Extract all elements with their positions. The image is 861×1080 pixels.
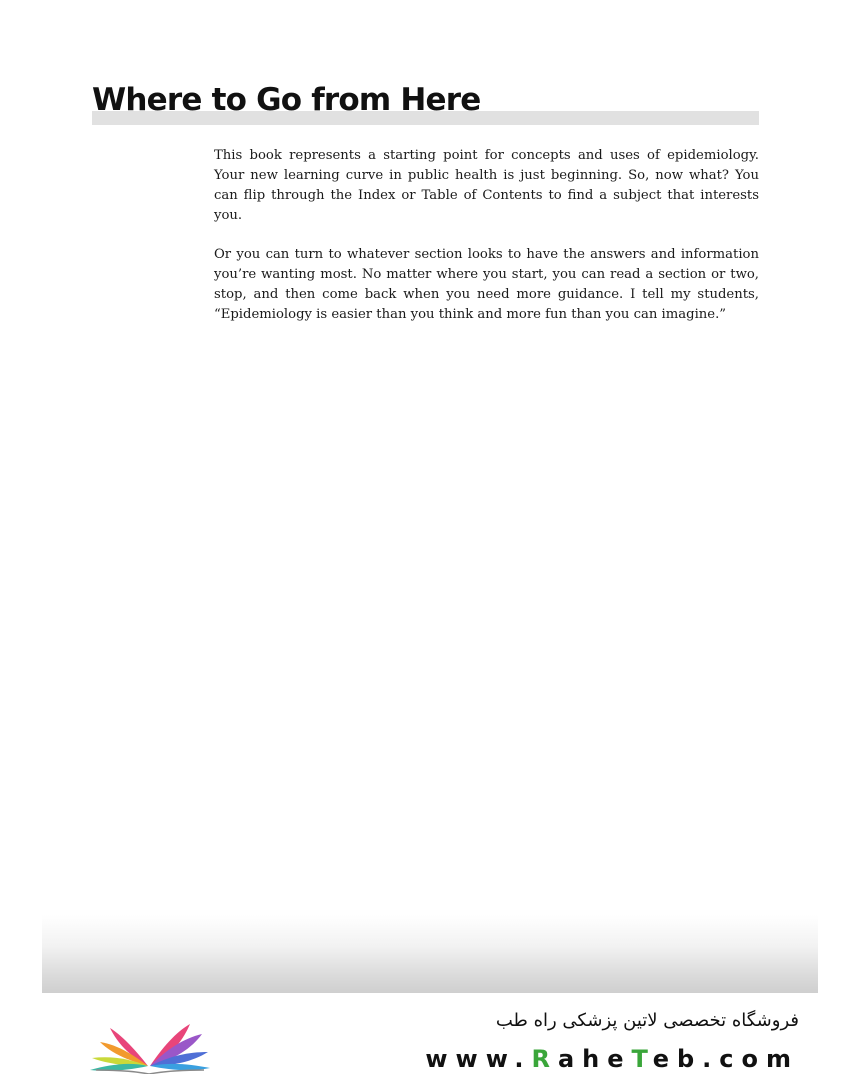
paragraph: This book represents a starting point for concepts and uses of epidemiology. Your new learning curve in public health is just beginning. So, now what? You can flip through the Index or Table of Contents to find a subject that interests you. <box>214 148 759 223</box>
body-text <box>214 146 759 344</box>
footer-shadow <box>42 915 818 993</box>
open-book-icon <box>86 1008 212 1074</box>
paragraph: Or you can turn to whatever section looks to have the answers and information you’re wanting most. No matter where you start, you can read a section or two, stop, and then come back when you need more guidance. I tell my students, “Epidemiology is easier than you think and more fun than you can imagine.” <box>214 247 759 322</box>
url-mid: ahe <box>557 1045 632 1073</box>
url-suffix: eb.com <box>652 1045 799 1073</box>
website-url <box>425 1045 799 1073</box>
store-name: فروشگاه تخصصی لاتین پزشکی راه طب <box>495 1010 799 1031</box>
url-letter-t: T <box>631 1045 653 1073</box>
url-letter-r: R <box>531 1045 558 1073</box>
url-prefix: www. <box>425 1045 532 1073</box>
section-heading: Where to Go from Here <box>92 82 481 118</box>
